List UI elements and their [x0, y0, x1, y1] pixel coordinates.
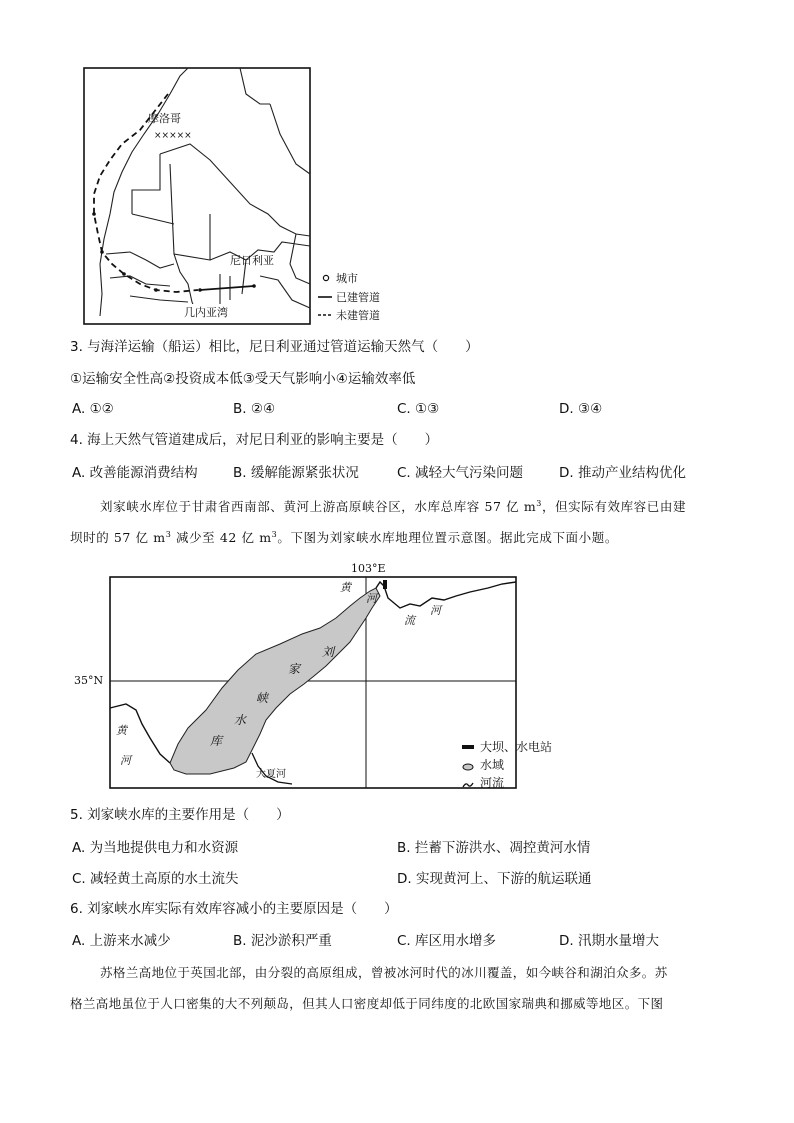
q3-option-a[interactable]: A. ①②: [72, 401, 114, 417]
q5-option-d[interactable]: D. 实现黄河上、下游的航运联通: [397, 871, 592, 887]
question-5-stem: 5. 刘家峡水库的主要作用是（ ）: [70, 807, 290, 823]
tributary-label: 大夏河: [256, 769, 286, 780]
city-legend-icon: [323, 275, 328, 280]
q6-option-c[interactable]: C. 库区用水增多: [397, 933, 497, 949]
svg-text:×××××: ×××××: [154, 131, 192, 141]
legend-river: 河流: [480, 776, 505, 790]
question-4-stem: 4. 海上天然气管道建成后，对尼日利亚的影响主要是（ ）: [70, 432, 439, 448]
water-legend-icon: [462, 756, 474, 775]
reservoir-char-1: 刘: [322, 645, 335, 659]
river-left-char-2: 河: [120, 754, 131, 767]
reservoir-char-5: 库: [210, 734, 223, 748]
q4-option-c[interactable]: C. 减轻大气污染问题: [397, 465, 524, 481]
q3-option-b[interactable]: B. ②④: [233, 401, 276, 417]
longitude-label: 103°E: [351, 562, 386, 575]
q5-option-a[interactable]: A. 为当地提供电力和水资源: [72, 840, 239, 856]
q3-option-d[interactable]: D. ③④: [559, 401, 603, 417]
river-top-char-2: 河: [366, 592, 377, 605]
legend-built-pipeline: 已建管道: [336, 291, 380, 304]
legend-water: 水域: [480, 758, 505, 772]
passage-1-line-2: 坝时的 57 亿 $m^3$ 减少至 42 亿 $m^3$。下图为刘家峡水库地理位置示意图。据此完成下面小题。: [70, 530, 618, 546]
q5-option-c[interactable]: C. 减轻黄土高原的水土流失: [72, 871, 239, 887]
reservoir-char-3: 峡: [256, 691, 269, 705]
west-africa-pipeline-map: [70, 64, 400, 330]
question-6-stem: 6. 刘家峡水库实际有效库容减小的主要原因是（ ）: [70, 901, 398, 917]
passage-1-line-1: 刘家峡水库位于甘肃省西南部、黄河上游高原峡谷区，水库总库容 57 亿 $m^3$，但实际有效库容已由建: [100, 499, 687, 515]
morocco-label: 摩洛哥: [148, 112, 181, 125]
q4-option-b[interactable]: B. 缓解能源紧张状况: [233, 465, 359, 481]
dam-icon: [383, 580, 387, 589]
q6-option-b[interactable]: B. 泥沙淤积严重: [233, 933, 332, 949]
dam-legend-icon: [462, 745, 474, 749]
q4-option-d[interactable]: D. 推动产业结构优化: [559, 465, 686, 481]
nigeria-label: 尼日利亚: [230, 254, 274, 267]
legend-city: 城市: [336, 272, 358, 285]
river-top-char-1: 黄: [340, 581, 351, 594]
river-top-char-3: 流: [404, 614, 415, 627]
q3-option-c[interactable]: C. ①③: [397, 401, 440, 417]
river-left-char-1: 黄: [116, 724, 127, 737]
reservoir-char-2: 家: [288, 662, 301, 676]
gulf-of-guinea-label: 几内亚湾: [184, 306, 228, 319]
latitude-label: 35°N: [74, 674, 104, 687]
passage-2-line-2: 格兰高地虽位于人口密集的大不列颠岛，但其人口密度却低于同纬度的北欧国家瑞典和挪威等地区。下图: [70, 996, 664, 1011]
q6-option-d[interactable]: D. 汛期水量增大: [559, 933, 659, 949]
legend-planned-pipeline: 未建管道: [336, 309, 380, 322]
river-top-char-4: 河: [430, 604, 441, 617]
river-legend-icon: [462, 774, 474, 793]
question-3-stem: 3. 与海洋运输（船运）相比，尼日利亚通过管道运输天然气（ ）: [70, 339, 479, 355]
question-3-statements: ①运输安全性高②投资成本低③受天气影响小④运输效率低: [70, 371, 416, 387]
reservoir-char-4: 水: [234, 713, 247, 727]
q6-option-a[interactable]: A. 上游来水减少: [72, 933, 171, 949]
passage-2-line-1: 苏格兰高地位于英国北部，由分裂的高原组成，曾被冰河时代的冰川覆盖，如今峡谷和湖泊众多。苏: [100, 965, 668, 980]
q5-option-b[interactable]: B. 拦蓄下游洪水、凋控黄河水情: [397, 840, 591, 856]
q4-option-a[interactable]: A. 改善能源消费结构: [72, 465, 198, 481]
reservoir-map-legend: [462, 738, 582, 792]
legend-dam: 大坝、水电站: [480, 740, 553, 754]
